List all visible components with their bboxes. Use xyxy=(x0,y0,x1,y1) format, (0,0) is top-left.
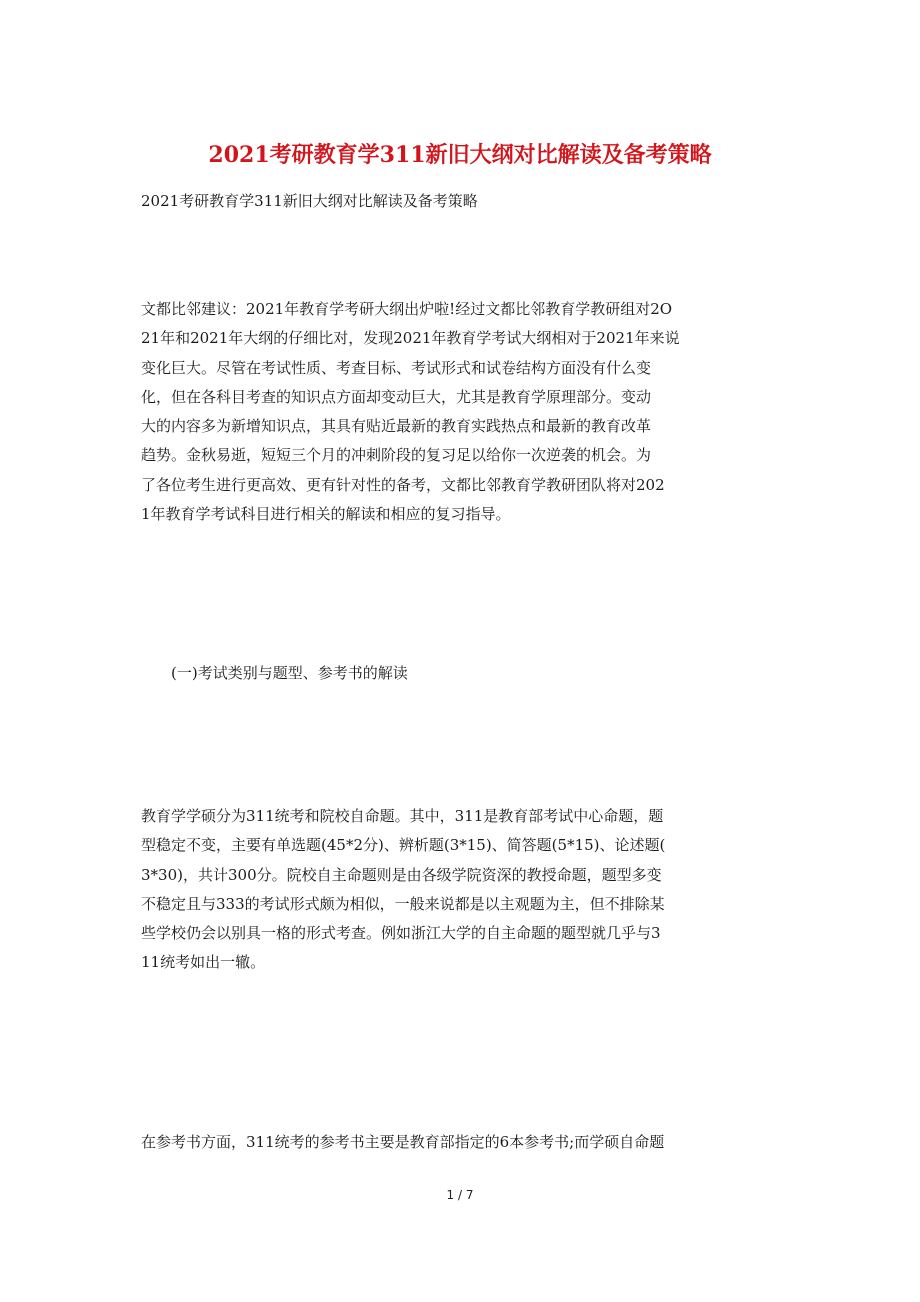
document-title: 2021考研教育学311新旧大纲对比解读及备考策略 xyxy=(208,142,712,168)
paragraph-line: 在参考书方面，311统考的参考书主要是教育部指定的6本参考书;而学硕自命题 xyxy=(141,1133,665,1151)
paragraph-line: 3*30)，共计300分。院校自主命题则是由各级学院资深的教授命题，题型多变 xyxy=(141,865,662,884)
paragraph-line: 化，但在各科目考查的知识点方面却变动巨大，尤其是教育学原理部分。变动 xyxy=(141,387,652,406)
paragraph-line: 些学校仍会以别具一格的形式考查。例如浙江大学的自主命题的题型就几乎与3 xyxy=(141,924,661,943)
page-number: 1 / 7 xyxy=(446,1188,474,1202)
paragraph-line: 21年和2021年大纲的仔细比对，发现2021年教育学考试大纲相对于2021年来说 xyxy=(141,329,680,348)
paragraph-line: 变化巨大。尽管在考试性质、考查目标、考试形式和试卷结构方面没有什么变 xyxy=(141,358,652,377)
paragraph-intro xyxy=(141,295,781,529)
paragraph-reference-books xyxy=(141,1128,781,1157)
paragraph-line: 型稳定不变，主要有单选题(45*2分)、辨析题(3*15)、简答题(5*15)、论述题( xyxy=(141,836,666,855)
paragraph-exam-types xyxy=(141,802,781,978)
paragraph-line: 不稳定且与333的考试形式颇为相似，一般来说都是以主观题为主，但不排除某 xyxy=(141,894,665,913)
paragraph-line: 趋势。金秋易逝，短短三个月的冲刺阶段的复习足以给你一次逆袭的机会。为 xyxy=(141,446,652,465)
section-heading: (一)考试类别与题型、参考书的解读 xyxy=(171,664,408,682)
paragraph-line: 大的内容多为新增知识点，其具有贴近最新的教育实践热点和最新的教育改革 xyxy=(141,417,652,436)
paragraph-line: 了各位考生进行更高效、更有针对性的备考，文都比邻教育学教研团队将对202 xyxy=(141,475,665,494)
document-subtitle: 2021考研教育学311新旧大纲对比解读及备考策略 xyxy=(141,192,478,210)
paragraph-line: 文都比邻建议：2021年教育学考研大纲出炉啦!经过文都比邻教育学教研组对2O xyxy=(141,300,673,318)
paragraph-line: 11统考如出一辙。 xyxy=(141,953,266,972)
paragraph-line: 教育学学硕分为311统考和院校自命题。其中，311是教育部考试中心命题，题 xyxy=(141,807,664,825)
paragraph-line: 1年教育学考试科目进行相关的解读和相应的复习指导。 xyxy=(141,505,511,524)
